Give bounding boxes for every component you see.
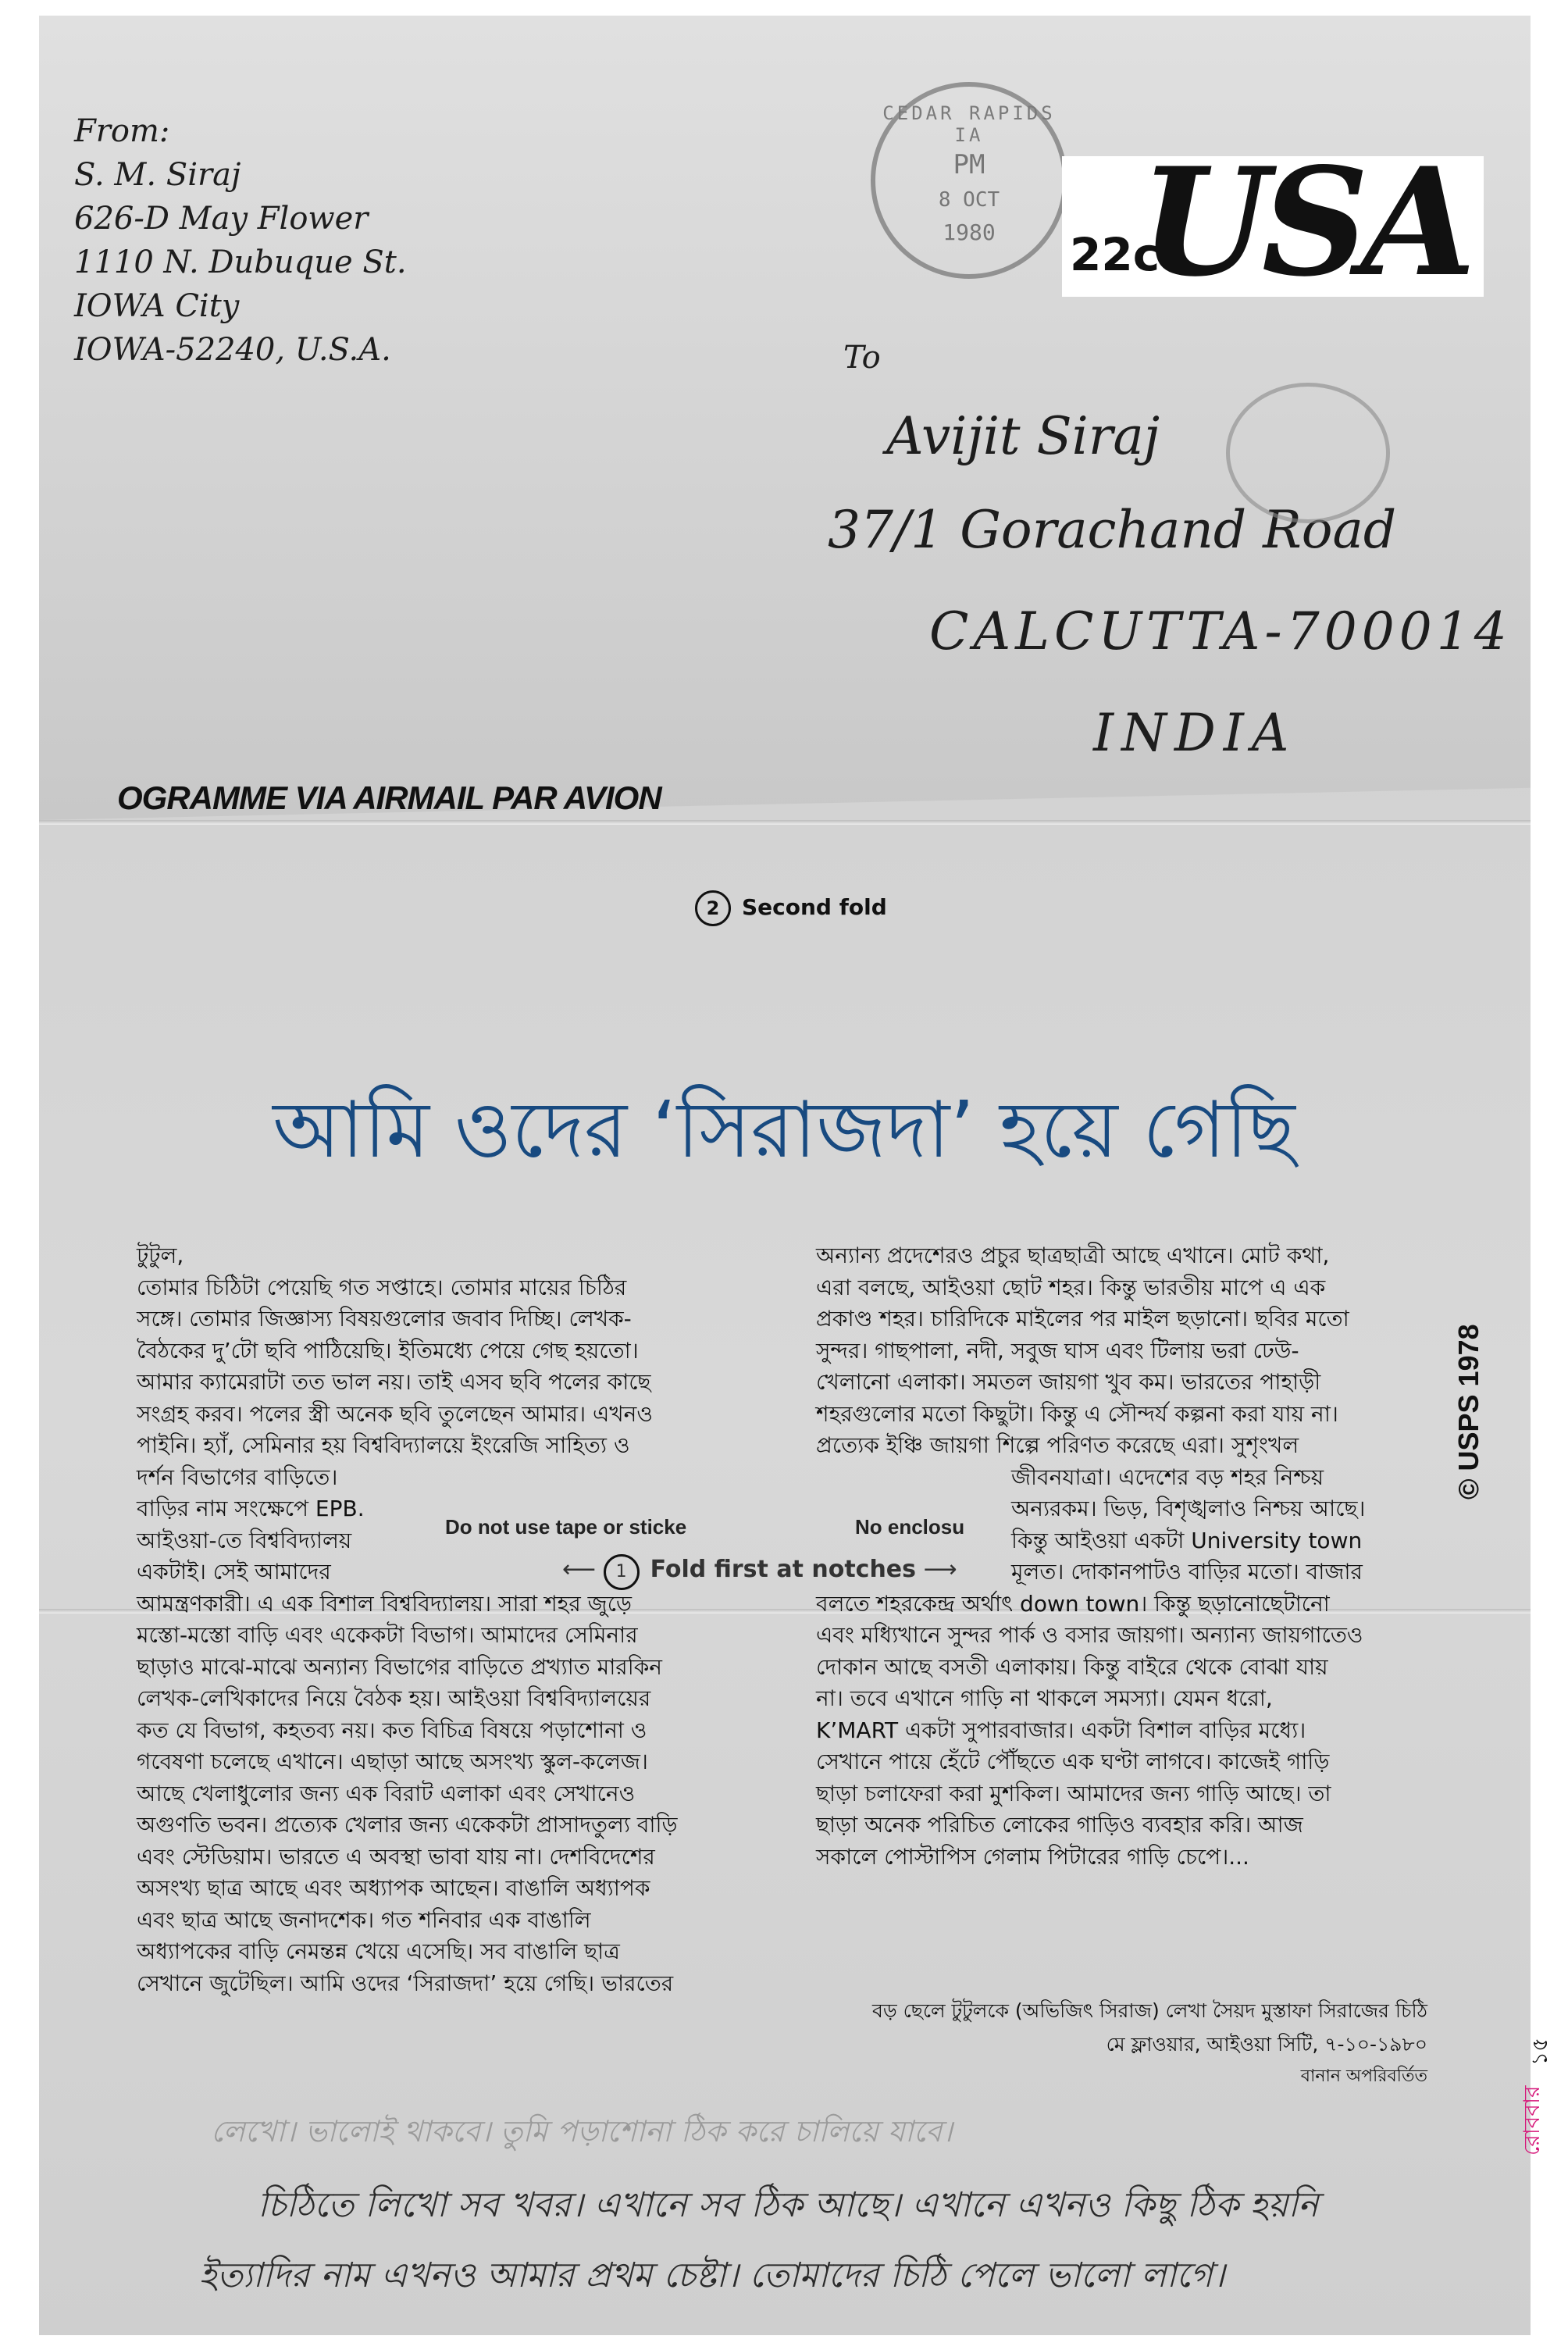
sender-from-label: From: xyxy=(74,113,170,149)
sender-line-4: IOWA-52240, U.S.A. xyxy=(74,332,391,368)
letter-line: টুটুল, xyxy=(137,1243,184,1268)
letter-line: প্রত্যেক ইঞ্চি জায়গা শিল্পে পরিণত করেছে এরা। সুশৃংখল xyxy=(816,1432,1299,1458)
letter-line: গবেষণা চলেছে এখানে। এছাড়া আছে অসংখ্য স্কুল-কলেজ। xyxy=(137,1749,648,1774)
letter-line: কিন্তু আইওয়া একটা University town xyxy=(1011,1527,1363,1553)
letter-line: সেখানে পায়ে হেঁটে পৌঁছতে এক ঘণ্টা লাগবে। কাজেই গাড়ি xyxy=(816,1749,1330,1774)
letter-line: লেখক-লেখিকাদের নিয়ে বৈঠক হয়। আইওয়া বিশ্ববিদ্যালয়ের xyxy=(137,1685,651,1711)
cancel-mark xyxy=(1226,383,1390,523)
postmark-ring-text: CEDAR RAPIDS IA xyxy=(882,102,1056,146)
letter-line: ছাড়া চলাফেরা করা মুশকিল। আমাদের জন্য গাড়ি আছে। তা xyxy=(816,1780,1331,1806)
sender-line-3: IOWA City xyxy=(74,288,240,324)
letter-line: অন্যান্য প্রদেশেরও প্রচুর ছাত্রছাত্রী আছে এখানে। মোট কথা, xyxy=(816,1243,1330,1268)
letter-line: জীবনযাত্রা। এদেশের বড় শহর নিশ্চয় xyxy=(1011,1464,1324,1490)
caption-line-2: মে ফ্লাওয়ার, আইওয়া সিটি, ৭-১০-১৯৮০ xyxy=(1106,2033,1427,2056)
recipient-street: 37/1 Gorachand Road xyxy=(828,500,1397,560)
letter-line: না। তবে এখানে গাড়ি না থাকলে সমস্যা। যেমন ধরো, xyxy=(816,1685,1273,1711)
letter-line: দর্শন বিভাগের বাড়িতে। xyxy=(137,1464,338,1490)
letter-line: এবং স্টেডিয়াম। ভারতে এ অবস্থা ভাবা যায় না। দেশবিদেশের xyxy=(137,1843,655,1870)
letter-line: ছাড়া অনেক পরিচিত লোকের গাড়িও ব্যবহার করি। আজ xyxy=(816,1812,1303,1838)
no-tape-notice: Do not use tape or sticke xyxy=(445,1515,687,1539)
handwritten-line-1: লেখো। ভালোই থাকবে। তুমি পড়াশোনা ঠিক করে চালিয়ে যাবে। xyxy=(211,2114,953,2149)
headline: আমি ওদের ‘সিরাজদা’ হয়ে গেছি xyxy=(273,1084,1295,1175)
caption-line-1: বড় ছেলে টুটুলকে (অভিজিৎ সিরাজ) লেখা সৈয়দ মুস্তাফা সিরাজের চিঠি xyxy=(871,1999,1427,2022)
handwritten-line-2: চিঠিতে লিখো সব খবর। এখানে সব ঠিক আছে। এখানে এখনও কিছু ঠিক হয়নি xyxy=(258,2185,1319,2225)
postmark xyxy=(871,82,1067,279)
letter-line: সেখানে জুটেছিল। আমি ওদের ‘সিরাজদা’ হয়ে গেছি। ভারতের xyxy=(137,1970,674,1996)
letter-line: আমার ক্যামেরাটা তত ভাল নয়। তাই এসব ছবি পলের কাছে xyxy=(137,1369,651,1395)
letter-line: সুন্দর। গাছপালা, নদী, সবুজ ঘাস এবং টিলায় ভরা ঢেউ- xyxy=(816,1337,1299,1364)
letter-line: সঙ্গে। তোমার জিজ্ঞাস্য বিষয়গুলোর জবাব দিচ্ছি। লেখক- xyxy=(137,1306,632,1332)
letter-line: পাইনি। হ্যাঁ, সেমিনার হয় বিশ্ববিদ্যালয়ে ইংরেজি সাহিত্য ও xyxy=(137,1432,630,1458)
sender-address xyxy=(74,109,407,372)
letter-line: K’MART একটা সুপারবাজার। একটা বিশাল বাড়ির মধ্যে। xyxy=(816,1717,1306,1743)
second-fold-text: Second fold xyxy=(742,894,887,920)
letter-line: এবং মধ্যিখানে সুন্দর পার্ক ও বসার জায়গা। অন্যান্য জায়গাতেও xyxy=(816,1622,1363,1648)
letter-line: দোকান আছে বসতী এলাকায়। কিন্তু বাইরে থেকে বোঝা যায় xyxy=(816,1653,1328,1680)
first-fold-number: 1 xyxy=(604,1554,640,1590)
letter-line: অগুণতি ভবন। প্রত্যেক খেলার জন্য একেকটা প্রাসাদতুল্য বাড়ি xyxy=(137,1812,678,1838)
recipient-city: CALCUTTA-700014 xyxy=(929,601,1512,661)
letter-line: সংগ্রহ করব। পলের স্ত্রী অনেক ছবি তুলেছেন আমার। এখনও xyxy=(137,1400,653,1427)
letter-line: শহরগুলোর মতো কিছুটা। কিন্তু এ সৌন্দর্য কল্পনা করা যায় না। xyxy=(816,1400,1338,1427)
letter-line: ছাড়াও মাঝে-মাঝে অন্যান্য বিভাগের বাড়িতে প্রখ্যাত মারকিন xyxy=(137,1653,663,1680)
postage-stamp xyxy=(1062,135,1484,309)
letter-line: তোমার চিঠিটা পেয়েছি গত সপ্তাহে। তোমার মায়ের চিঠির xyxy=(137,1274,627,1300)
letter-line: অধ্যাপকের বাড়ি নেমন্তন্ন খেয়ে এসেছি। সব বাঙালি ছাত্র xyxy=(137,1938,620,1964)
sender-line-1: 626-D May Flower xyxy=(74,201,369,237)
letter-line: মস্তো-মস্তো বাড়ি এবং একেকটা বিভাগ। আমাদের সেমিনার xyxy=(137,1622,638,1648)
arrow-left-icon: ⟵ xyxy=(562,1556,597,1583)
fold-line-first xyxy=(39,820,1531,825)
letter-line: কত যে বিভাগ, কহতব্য নয়। কত বিচিত্র বিষয়ে পড়াশোনা ও xyxy=(137,1717,647,1743)
letter-line: মূলত। দোকানপাটও বাড়ির মতো। বাজার xyxy=(1011,1559,1363,1585)
airmail-label: OGRAMME VIA AIRMAIL PAR AVION xyxy=(117,779,661,816)
postmark-year: 1980 xyxy=(943,219,996,245)
letter-column-left xyxy=(137,1240,678,1999)
recipient-country: INDIA xyxy=(1093,703,1297,763)
letter-line: আমন্ত্রণকারী। এ এক বিশাল বিশ্ববিদ্যালয়। সারা শহর জুড়ে xyxy=(137,1590,632,1617)
page-number: ১৫ xyxy=(1527,2037,1552,2066)
usps-credit: © USPS 1978 xyxy=(1452,1324,1484,1500)
letter-line: একটাই। সেই আমাদের xyxy=(137,1559,331,1585)
caption-line-3: বানান অপরিবর্তিত xyxy=(1300,2067,1427,2086)
postmark-date: 8 OCT xyxy=(938,188,1000,212)
arrow-right-icon: ⟶ xyxy=(923,1556,957,1583)
letter-line: বলতে শহরকেন্দ্র অর্থাৎ down town। কিন্তু ছড়ানোছেটানো xyxy=(816,1590,1330,1617)
first-fold-text: Fold first at notches xyxy=(650,1556,917,1583)
letter-line: বৈঠকের দু’টো ছবি পাঠিয়েছি। ইতিমধ্যে পেয়ে গেছ হয়তো। xyxy=(137,1337,639,1364)
letter-line: এবং ছাত্র আছে জনাদশেক। গত শনিবার এক বাঙালি xyxy=(137,1906,591,1933)
letter-line: বাড়ির নাম সংক্ষেপে EPB. xyxy=(137,1496,365,1521)
recipient-name: Avijit Siraj xyxy=(886,406,1160,466)
letter-line: আইওয়া-তে বিশ্ববিদ্যালয় xyxy=(137,1527,352,1553)
recipient-to-label: To xyxy=(843,340,881,376)
letter-line: আছে খেলাধুলোর জন্য এক বিরাট এলাকা এবং সেখানেও xyxy=(137,1780,636,1806)
second-fold-label xyxy=(695,890,887,926)
sender-name: S. M. Siraj xyxy=(74,157,241,193)
section-label: রোববার xyxy=(1519,2085,1545,2156)
second-fold-number: 2 xyxy=(695,890,731,926)
letter-line: অন্যরকম। ভিড়, বিশৃঙ্খলাও নিশ্চয় আছে। xyxy=(1011,1496,1366,1521)
no-enclosure-notice: No enclosu xyxy=(855,1515,965,1539)
sender-line-2: 1110 N. Dubuque St. xyxy=(74,244,407,280)
letter-line: প্রকাণ্ড শহর। চারিদিকে মাইলের পর মাইল ছড়ানো। ছবির মতো xyxy=(816,1306,1349,1332)
letter-line: সকালে পোস্টাপিস গেলাম পিটারের গাড়ি চেপে।... xyxy=(816,1843,1249,1870)
letter-line: খেলানো এলাকা। সমতল জায়গা খুব কম। ভারতের পাহাড়ী xyxy=(816,1369,1321,1395)
stamp-country: USA xyxy=(1140,135,1469,309)
letter-column-right xyxy=(816,1240,1365,1873)
letter-line: এরা বলছে, আইওয়া ছোট শহর। কিন্তু ভারতীয় মাপে এ এক xyxy=(816,1274,1326,1300)
postmark-pm: PM xyxy=(953,149,985,180)
letter-line: অসংখ্য ছাত্র আছে এবং অধ্যাপক আছেন। বাঙালি অধ্যাপক xyxy=(137,1875,650,1901)
handwritten-line-3: ইত্যাদির নাম এখনও আমার প্রথম চেষ্টা। তোমাদের চিঠি পেলে ভালো লাগে। xyxy=(199,2256,1225,2295)
stamp-value: 22c xyxy=(1070,228,1160,281)
